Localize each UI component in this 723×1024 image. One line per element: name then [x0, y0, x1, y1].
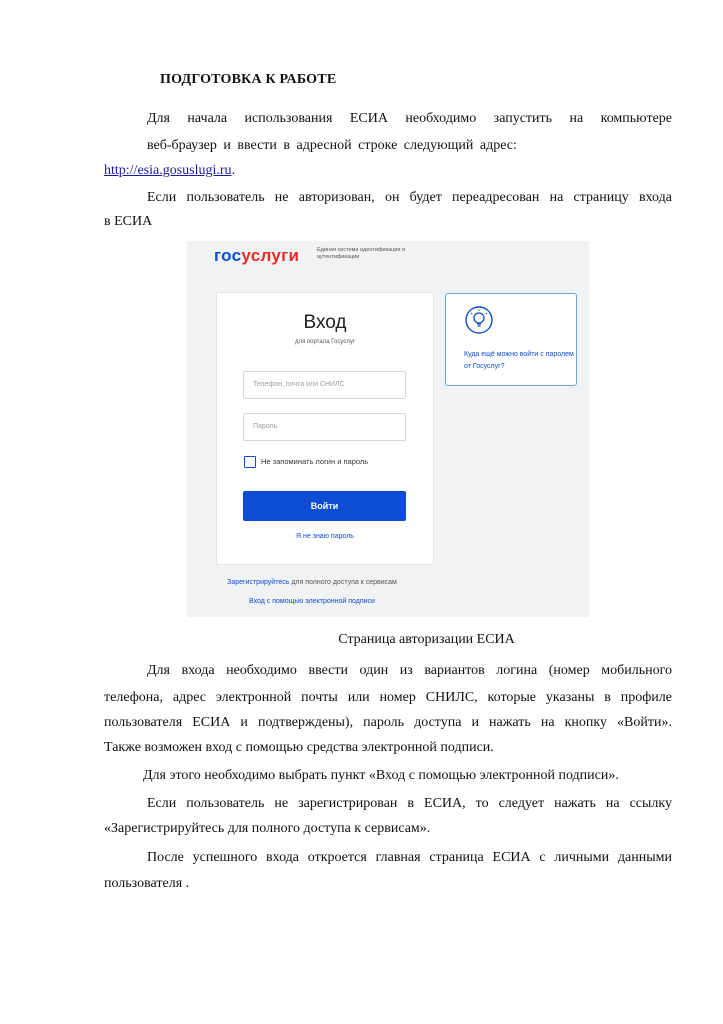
remember-label: Не запоминать логин и пароль — [261, 457, 369, 466]
para3-line3: пользователя ЕСИА и подтверждены), пароль доступа и нажать на кнопку «Войти». — [104, 715, 672, 730]
para1-line2: веб-браузер и ввести в адресной строке следующий адрес: — [147, 138, 517, 153]
para1-line1: Для начала использования ЕСИА необходимо запустить на компьютере — [147, 111, 672, 126]
para2-line2: в ЕСИА — [104, 214, 153, 229]
para2-line1: Если пользователь не авторизован, он будет переадресован на страницу входа — [147, 190, 672, 205]
register-line — [187, 579, 437, 586]
login-placeholder: Телефон, почта или СНИЛС — [253, 381, 345, 388]
password-input[interactable] — [243, 413, 406, 441]
url-suffix: . — [231, 163, 236, 178]
logo-subtitle: Единая система идентификации и аутентификации — [317, 247, 406, 260]
gosuslugi-logo: госуслуги — [214, 246, 300, 265]
login-card — [216, 292, 434, 565]
forgot-password-link[interactable]: Я не знаю пароль — [296, 533, 354, 540]
login-subtitle: для портала Госуслуг — [294, 339, 356, 345]
where-else-text: Куда ещё можно войти с паролем от Госуслуг? — [464, 351, 574, 370]
login-input[interactable] — [243, 371, 406, 399]
login-button[interactable]: Войти — [243, 491, 406, 521]
register-link[interactable]: Зарегистрируйтесь — [227, 579, 290, 586]
url-line — [104, 162, 235, 180]
lightbulb-icon — [464, 305, 494, 335]
figure-caption: Страница авторизации ЕСИА — [338, 632, 515, 647]
para3-line1: Для входа необходимо ввести один из вариантов логина (номер мобильного — [147, 663, 672, 678]
para6-line1: После успешного входа откроется главная страница ЕСИА с личными данными — [147, 850, 672, 865]
where-else-card[interactable] — [445, 293, 577, 386]
para5-line1: Если пользователь не зарегистрирован в ЕСИА, то следует нажать на ссылку — [147, 796, 672, 811]
login-title: Вход — [303, 312, 347, 333]
esignature-link[interactable]: Вход с помощью электронной подписи — [249, 598, 375, 605]
para3-line2: телефона, адрес электронной почты или номер СНИЛС, которые указаны в профиле — [104, 690, 672, 705]
para4: Для этого необходимо выбрать пункт «Вход с помощью электронной подписи». — [143, 768, 619, 783]
password-placeholder: Пароль — [253, 423, 278, 430]
para6-line2: пользователя . — [104, 876, 190, 891]
page-heading: ПОДГОТОВКА К РАБОТЕ — [160, 72, 337, 87]
para3-line4: Также возможен вход с помощью средства электронной подписи. — [104, 740, 494, 755]
register-rest: для полного доступа к сервисам — [289, 579, 397, 586]
esia-url-link[interactable]: http://esia.gosuslugi.ru — [104, 163, 232, 178]
para5-line2: «Зарегистрируйтесь для полного доступа к сервисам». — [104, 821, 431, 836]
esia-login-screenshot — [187, 241, 589, 617]
remember-checkbox[interactable] — [244, 456, 256, 468]
